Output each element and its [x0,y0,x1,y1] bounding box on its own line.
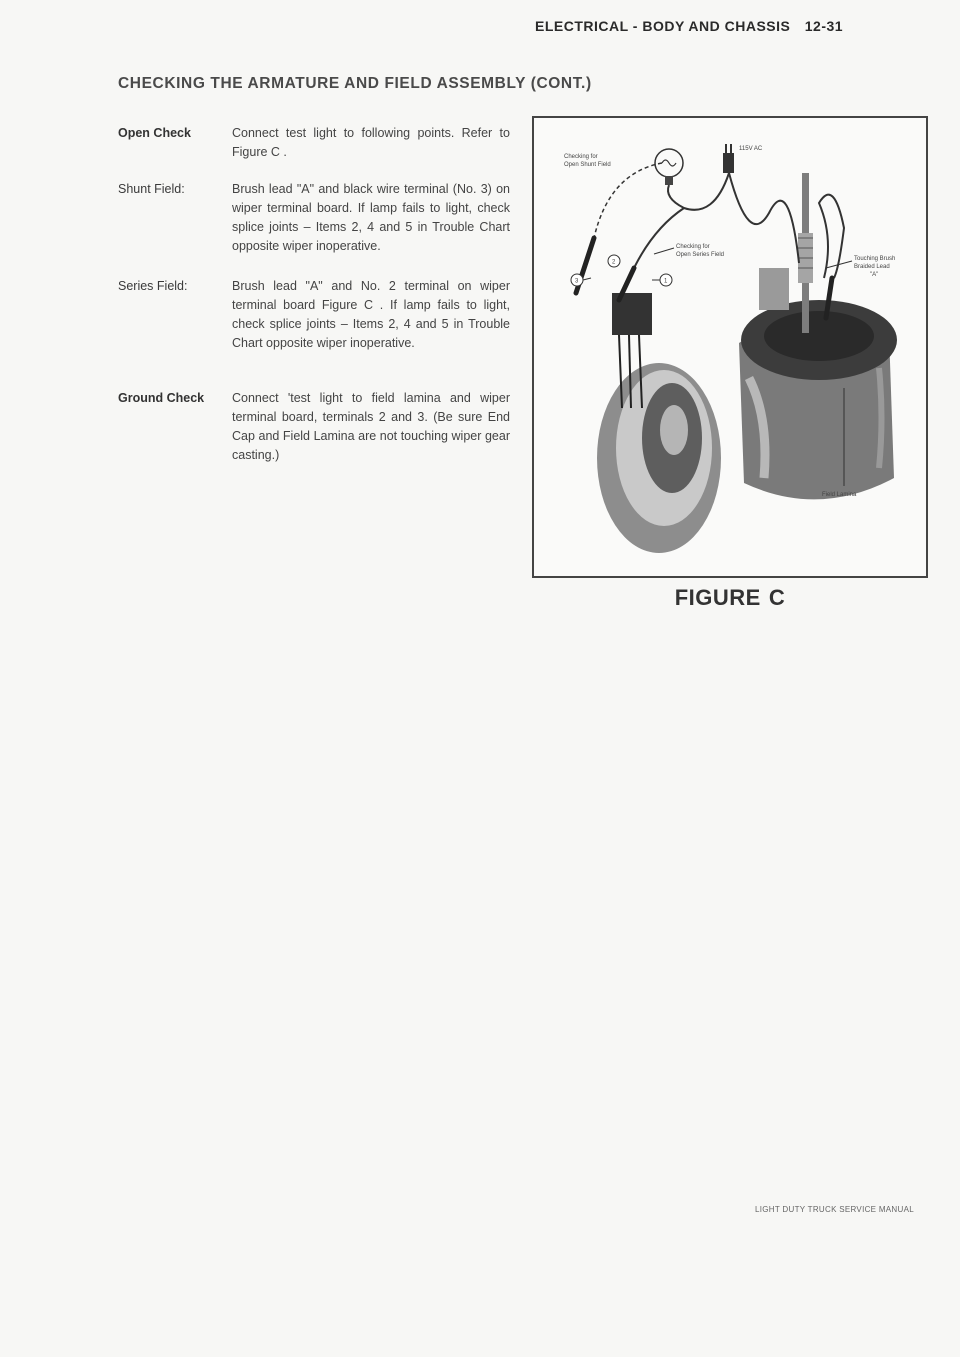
label-checking-series-1: Checking for [676,244,710,250]
entry-description: Connect 'test light to field lamina and wiper terminal board, terminals 2 and 3. (Be sure End Cap and Field Lamina are not touching wiper gear casting.) [232,391,510,462]
callout-3-label: 3 [575,278,579,285]
entry-description: Connect test light to following points. Refer to Figure C . [232,126,510,159]
figure-caption-letter: C [768,585,786,610]
label-checking-series-2: Open Series Field [676,252,725,258]
figure-caption [532,585,928,611]
label-touching-1: Touching Brush [854,256,896,262]
figure-caption-word: FIGURE [674,585,761,610]
entry-shunt-field [118,180,510,256]
label-touching-2: Braided Lead [854,264,890,270]
page-header [535,18,843,34]
entry-term: Series Field: [118,279,188,293]
callout-1-label: 1 [664,278,668,285]
callout-2-label: 2 [612,259,616,266]
label-checking-shunt-1: Checking for [564,154,598,160]
label-touching-3: "A" [870,272,879,278]
label-voltage: 115V AC [739,146,763,152]
entry-term: Ground Check [118,391,205,405]
label-field-lamina: Field Lamina [822,492,857,498]
entry-open-check [118,124,510,162]
entry-ground-check [118,389,510,465]
entry-term: Shunt Field: [118,182,185,196]
header-section: ELECTRICAL - BODY AND CHASSIS [535,18,791,34]
power-plug [723,153,734,173]
label-checking-shunt-2: Open Shunt Field [564,162,611,168]
entry-series-field [118,277,510,353]
entry-description: Brush lead "A" and black wire terminal (No. 3) on wiper terminal board. If lamp fails to light, check splice joints – Items 2, 4 and 5 in Trouble Chart opposite wiper inoperative. [232,182,510,253]
footer-manual-title: LIGHT DUTY TRUCK SERVICE MANUAL [755,1205,914,1214]
page-number: 12-31 [804,18,844,34]
section-title: CHECKING THE ARMATURE AND FIELD ASSEMBLY (CONT.) [118,75,592,92]
entry-description: Brush lead "A" and No. 2 terminal on wiper terminal board Figure C . If lamp fails to light, check splice joints – Items 2, 4 and 5 in Trouble Chart opposite wiper inoperative. [232,279,510,350]
figure-c-photo [532,116,928,578]
armature-field-illustration [534,118,926,576]
entry-term: Open Check [118,126,191,140]
